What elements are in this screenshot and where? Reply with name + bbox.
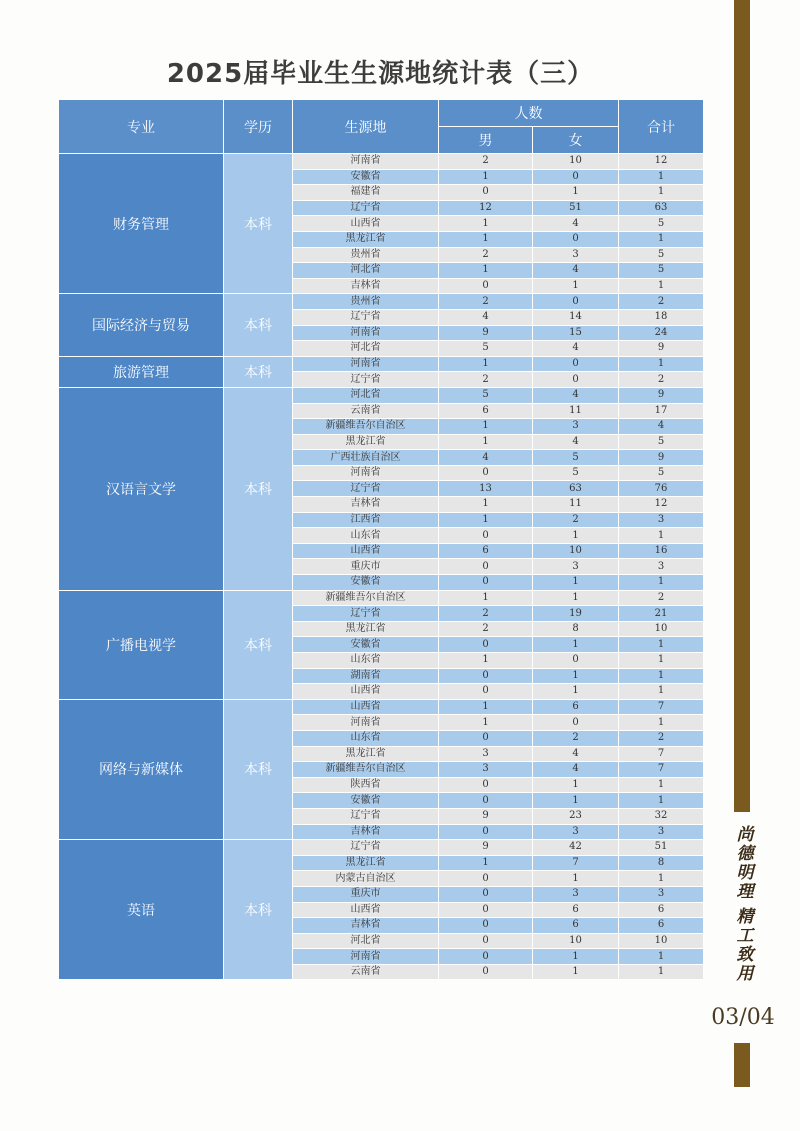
total-count-cell: 21: [619, 606, 704, 622]
male-count-cell: 0: [439, 684, 533, 700]
female-count-cell: 23: [533, 808, 619, 824]
total-count-cell: 1: [619, 185, 704, 201]
male-count-cell: 0: [439, 902, 533, 918]
total-count-cell: 5: [619, 434, 704, 450]
motto-char: 用: [736, 964, 754, 984]
female-count-cell: 4: [533, 434, 619, 450]
origin-cell: 贵州省: [293, 294, 439, 310]
table-row: [59, 294, 704, 310]
total-count-cell: 63: [619, 200, 704, 216]
male-count-cell: 0: [439, 730, 533, 746]
origin-cell: 辽宁省: [293, 808, 439, 824]
origin-cell: 河南省: [293, 154, 439, 170]
total-count-cell: 18: [619, 309, 704, 325]
table-row: [59, 356, 704, 372]
origin-cell: 吉林省: [293, 278, 439, 294]
male-count-cell: 0: [439, 528, 533, 544]
total-count-cell: 17: [619, 403, 704, 419]
male-count-cell: 2: [439, 372, 533, 388]
origin-cell: 黑龙江省: [293, 434, 439, 450]
degree-cell: 本科: [224, 356, 293, 387]
table-row: [59, 840, 704, 856]
degree-cell: 本科: [224, 387, 293, 590]
male-count-cell: 6: [439, 403, 533, 419]
motto-char: 德: [736, 844, 754, 864]
origin-cell: 云南省: [293, 964, 439, 980]
male-count-cell: 0: [439, 278, 533, 294]
origin-cell: 重庆市: [293, 886, 439, 902]
male-count-cell: 0: [439, 465, 533, 481]
origin-cell: 山西省: [293, 902, 439, 918]
female-count-cell: 5: [533, 465, 619, 481]
male-count-cell: 3: [439, 746, 533, 762]
female-count-cell: 1: [533, 528, 619, 544]
male-count-cell: 1: [439, 216, 533, 232]
female-count-cell: 4: [533, 387, 619, 403]
total-count-cell: 1: [619, 949, 704, 965]
male-count-cell: 1: [439, 434, 533, 450]
male-count-cell: 1: [439, 715, 533, 731]
male-count-cell: 2: [439, 606, 533, 622]
origin-cell: 辽宁省: [293, 481, 439, 497]
major-cell: 汉语言文学: [59, 387, 224, 590]
female-count-cell: 15: [533, 325, 619, 341]
male-count-cell: 0: [439, 575, 533, 591]
origin-cell: 山西省: [293, 684, 439, 700]
origin-cell: 安徽省: [293, 575, 439, 591]
female-count-cell: 1: [533, 793, 619, 809]
origin-cell: 辽宁省: [293, 840, 439, 856]
origin-cell: 新疆维吾尔自治区: [293, 762, 439, 778]
total-count-cell: 8: [619, 855, 704, 871]
male-count-cell: 1: [439, 419, 533, 435]
female-count-cell: 3: [533, 419, 619, 435]
origin-cell: 陕西省: [293, 777, 439, 793]
male-count-cell: 0: [439, 886, 533, 902]
degree-cell: 本科: [224, 590, 293, 699]
origin-cell: 内蒙古自治区: [293, 871, 439, 887]
header-degree: 学历: [224, 100, 293, 154]
male-count-cell: 5: [439, 341, 533, 357]
total-count-cell: 7: [619, 762, 704, 778]
total-count-cell: 1: [619, 169, 704, 185]
total-count-cell: 24: [619, 325, 704, 341]
female-count-cell: 5: [533, 450, 619, 466]
total-count-cell: 1: [619, 653, 704, 669]
header-total: 合计: [619, 100, 704, 154]
female-count-cell: 10: [533, 543, 619, 559]
origin-cell: 河南省: [293, 465, 439, 481]
degree-cell: 本科: [224, 699, 293, 839]
male-count-cell: 1: [439, 855, 533, 871]
total-count-cell: 1: [619, 871, 704, 887]
origin-cell: 吉林省: [293, 918, 439, 934]
male-count-cell: 0: [439, 185, 533, 201]
total-count-cell: 9: [619, 341, 704, 357]
male-count-cell: 2: [439, 621, 533, 637]
female-count-cell: 1: [533, 668, 619, 684]
page-number: 03/04: [711, 1005, 775, 1030]
motto-char: 精: [736, 907, 754, 927]
total-count-cell: 3: [619, 559, 704, 575]
female-count-cell: 3: [533, 824, 619, 840]
female-count-cell: 10: [533, 933, 619, 949]
female-count-cell: 10: [533, 154, 619, 170]
male-count-cell: 0: [439, 777, 533, 793]
total-count-cell: 1: [619, 575, 704, 591]
female-count-cell: 1: [533, 185, 619, 201]
origin-cell: 福建省: [293, 185, 439, 201]
decorative-side-bar-top: [734, 0, 750, 812]
female-count-cell: 0: [533, 169, 619, 185]
total-count-cell: 3: [619, 824, 704, 840]
male-count-cell: 1: [439, 512, 533, 528]
total-count-cell: 51: [619, 840, 704, 856]
origin-cell: 山西省: [293, 216, 439, 232]
male-count-cell: 0: [439, 964, 533, 980]
female-count-cell: 1: [533, 278, 619, 294]
origin-cell: 河北省: [293, 387, 439, 403]
total-count-cell: 3: [619, 512, 704, 528]
origin-cell: 重庆市: [293, 559, 439, 575]
female-count-cell: 6: [533, 699, 619, 715]
origin-cell: 辽宁省: [293, 606, 439, 622]
female-count-cell: 1: [533, 777, 619, 793]
total-count-cell: 1: [619, 684, 704, 700]
female-count-cell: 0: [533, 715, 619, 731]
total-count-cell: 16: [619, 543, 704, 559]
male-count-cell: 9: [439, 808, 533, 824]
header-female: 女: [533, 127, 619, 154]
origin-cell: 湖南省: [293, 668, 439, 684]
male-count-cell: 2: [439, 294, 533, 310]
male-count-cell: 0: [439, 824, 533, 840]
male-count-cell: 0: [439, 949, 533, 965]
female-count-cell: 0: [533, 372, 619, 388]
origin-cell: 山东省: [293, 653, 439, 669]
origin-cell: 贵州省: [293, 247, 439, 263]
male-count-cell: 1: [439, 497, 533, 513]
female-count-cell: 1: [533, 964, 619, 980]
male-count-cell: 1: [439, 699, 533, 715]
male-count-cell: 0: [439, 918, 533, 934]
total-count-cell: 2: [619, 372, 704, 388]
origin-cell: 黑龙江省: [293, 746, 439, 762]
female-count-cell: 3: [533, 886, 619, 902]
female-count-cell: 1: [533, 949, 619, 965]
female-count-cell: 3: [533, 247, 619, 263]
origin-cell: 山东省: [293, 730, 439, 746]
origin-cell: 黑龙江省: [293, 231, 439, 247]
origin-cell: 安徽省: [293, 637, 439, 653]
female-count-cell: 4: [533, 216, 619, 232]
header-major: 专业: [59, 100, 224, 154]
total-count-cell: 1: [619, 278, 704, 294]
origin-cell: 河南省: [293, 715, 439, 731]
origin-cell: 山西省: [293, 699, 439, 715]
total-count-cell: 5: [619, 216, 704, 232]
total-count-cell: 1: [619, 964, 704, 980]
header-count: 人数: [439, 100, 619, 127]
female-count-cell: 0: [533, 231, 619, 247]
total-count-cell: 1: [619, 528, 704, 544]
male-count-cell: 13: [439, 481, 533, 497]
total-count-cell: 1: [619, 777, 704, 793]
female-count-cell: 4: [533, 762, 619, 778]
male-count-cell: 1: [439, 356, 533, 372]
total-count-cell: 1: [619, 356, 704, 372]
total-count-cell: 5: [619, 465, 704, 481]
major-cell: 旅游管理: [59, 356, 224, 387]
total-count-cell: 1: [619, 637, 704, 653]
origin-cell: 山西省: [293, 543, 439, 559]
female-count-cell: 11: [533, 403, 619, 419]
degree-cell: 本科: [224, 154, 293, 294]
total-count-cell: 4: [619, 419, 704, 435]
origin-cell: 江西省: [293, 512, 439, 528]
origin-cell: 广西壮族自治区: [293, 450, 439, 466]
total-count-cell: 7: [619, 746, 704, 762]
total-count-cell: 9: [619, 387, 704, 403]
origin-cell: 黑龙江省: [293, 621, 439, 637]
table-body: [59, 154, 704, 980]
page-title: 2025届毕业生生源地统计表（三）: [166, 59, 595, 89]
header-origin: 生源地: [293, 100, 439, 154]
major-cell: 英语: [59, 840, 224, 980]
male-count-cell: 3: [439, 762, 533, 778]
total-count-cell: 1: [619, 668, 704, 684]
total-count-cell: 12: [619, 497, 704, 513]
origin-cell: 新疆维吾尔自治区: [293, 590, 439, 606]
male-count-cell: 1: [439, 590, 533, 606]
total-count-cell: 3: [619, 886, 704, 902]
male-count-cell: 4: [439, 309, 533, 325]
total-count-cell: 76: [619, 481, 704, 497]
female-count-cell: 1: [533, 871, 619, 887]
major-cell: 广播电视学: [59, 590, 224, 699]
total-count-cell: 1: [619, 231, 704, 247]
origin-cell: 安徽省: [293, 169, 439, 185]
total-count-cell: 2: [619, 590, 704, 606]
decorative-side-bar-bottom: [734, 1043, 750, 1087]
total-count-cell: 1: [619, 715, 704, 731]
total-count-cell: 6: [619, 918, 704, 934]
female-count-cell: 3: [533, 559, 619, 575]
major-cell: 财务管理: [59, 154, 224, 294]
female-count-cell: 11: [533, 497, 619, 513]
male-count-cell: 4: [439, 450, 533, 466]
table-row: [59, 590, 704, 606]
total-count-cell: 10: [619, 621, 704, 637]
female-count-cell: 14: [533, 309, 619, 325]
table-row: [59, 387, 704, 403]
origin-cell: 河北省: [293, 341, 439, 357]
male-count-cell: 12: [439, 200, 533, 216]
female-count-cell: 0: [533, 294, 619, 310]
motto-char: 致: [736, 945, 754, 965]
origin-cell: 河南省: [293, 949, 439, 965]
total-count-cell: 32: [619, 808, 704, 824]
degree-cell: 本科: [224, 294, 293, 356]
origin-cell: 河北省: [293, 933, 439, 949]
origin-cell: 云南省: [293, 403, 439, 419]
female-count-cell: 4: [533, 341, 619, 357]
origin-cell: 辽宁省: [293, 309, 439, 325]
male-count-cell: 0: [439, 637, 533, 653]
male-count-cell: 0: [439, 793, 533, 809]
motto-char: 明: [736, 863, 754, 883]
male-count-cell: 0: [439, 933, 533, 949]
female-count-cell: 6: [533, 918, 619, 934]
motto-calligraphy: [727, 826, 763, 984]
female-count-cell: 19: [533, 606, 619, 622]
total-count-cell: 7: [619, 699, 704, 715]
female-count-cell: 51: [533, 200, 619, 216]
male-count-cell: 0: [439, 668, 533, 684]
major-cell: 网络与新媒体: [59, 699, 224, 839]
male-count-cell: 1: [439, 231, 533, 247]
female-count-cell: 2: [533, 512, 619, 528]
total-count-cell: 10: [619, 933, 704, 949]
table-row: [59, 699, 704, 715]
total-count-cell: 1: [619, 793, 704, 809]
origin-cell: 黑龙江省: [293, 855, 439, 871]
female-count-cell: 2: [533, 730, 619, 746]
origin-cell: 辽宁省: [293, 372, 439, 388]
header-male: 男: [439, 127, 533, 154]
female-count-cell: 7: [533, 855, 619, 871]
female-count-cell: 0: [533, 653, 619, 669]
female-count-cell: 4: [533, 746, 619, 762]
statistics-table: [58, 99, 704, 980]
male-count-cell: 1: [439, 653, 533, 669]
male-count-cell: 2: [439, 247, 533, 263]
female-count-cell: 4: [533, 263, 619, 279]
total-count-cell: 5: [619, 263, 704, 279]
female-count-cell: 63: [533, 481, 619, 497]
origin-cell: 吉林省: [293, 824, 439, 840]
total-count-cell: 12: [619, 154, 704, 170]
degree-cell: 本科: [224, 840, 293, 980]
female-count-cell: 1: [533, 590, 619, 606]
motto-char: 理: [736, 882, 754, 902]
male-count-cell: 6: [439, 543, 533, 559]
origin-cell: 山东省: [293, 528, 439, 544]
motto-char: 工: [736, 926, 754, 946]
origin-cell: 河南省: [293, 356, 439, 372]
table-row: [59, 154, 704, 170]
origin-cell: 安徽省: [293, 793, 439, 809]
male-count-cell: 2: [439, 154, 533, 170]
male-count-cell: 0: [439, 559, 533, 575]
female-count-cell: 1: [533, 637, 619, 653]
total-count-cell: 2: [619, 730, 704, 746]
female-count-cell: 1: [533, 575, 619, 591]
origin-cell: 新疆维吾尔自治区: [293, 419, 439, 435]
origin-cell: 辽宁省: [293, 200, 439, 216]
male-count-cell: 1: [439, 169, 533, 185]
female-count-cell: 6: [533, 902, 619, 918]
male-count-cell: 1: [439, 263, 533, 279]
male-count-cell: 0: [439, 871, 533, 887]
male-count-cell: 5: [439, 387, 533, 403]
total-count-cell: 5: [619, 247, 704, 263]
female-count-cell: 8: [533, 621, 619, 637]
origin-cell: 吉林省: [293, 497, 439, 513]
female-count-cell: 1: [533, 684, 619, 700]
male-count-cell: 9: [439, 840, 533, 856]
female-count-cell: 0: [533, 356, 619, 372]
female-count-cell: 42: [533, 840, 619, 856]
male-count-cell: 9: [439, 325, 533, 341]
motto-char: 尚: [736, 825, 754, 845]
major-cell: 国际经济与贸易: [59, 294, 224, 356]
total-count-cell: 6: [619, 902, 704, 918]
origin-cell: 河北省: [293, 263, 439, 279]
origin-cell: 河南省: [293, 325, 439, 341]
total-count-cell: 9: [619, 450, 704, 466]
total-count-cell: 2: [619, 294, 704, 310]
